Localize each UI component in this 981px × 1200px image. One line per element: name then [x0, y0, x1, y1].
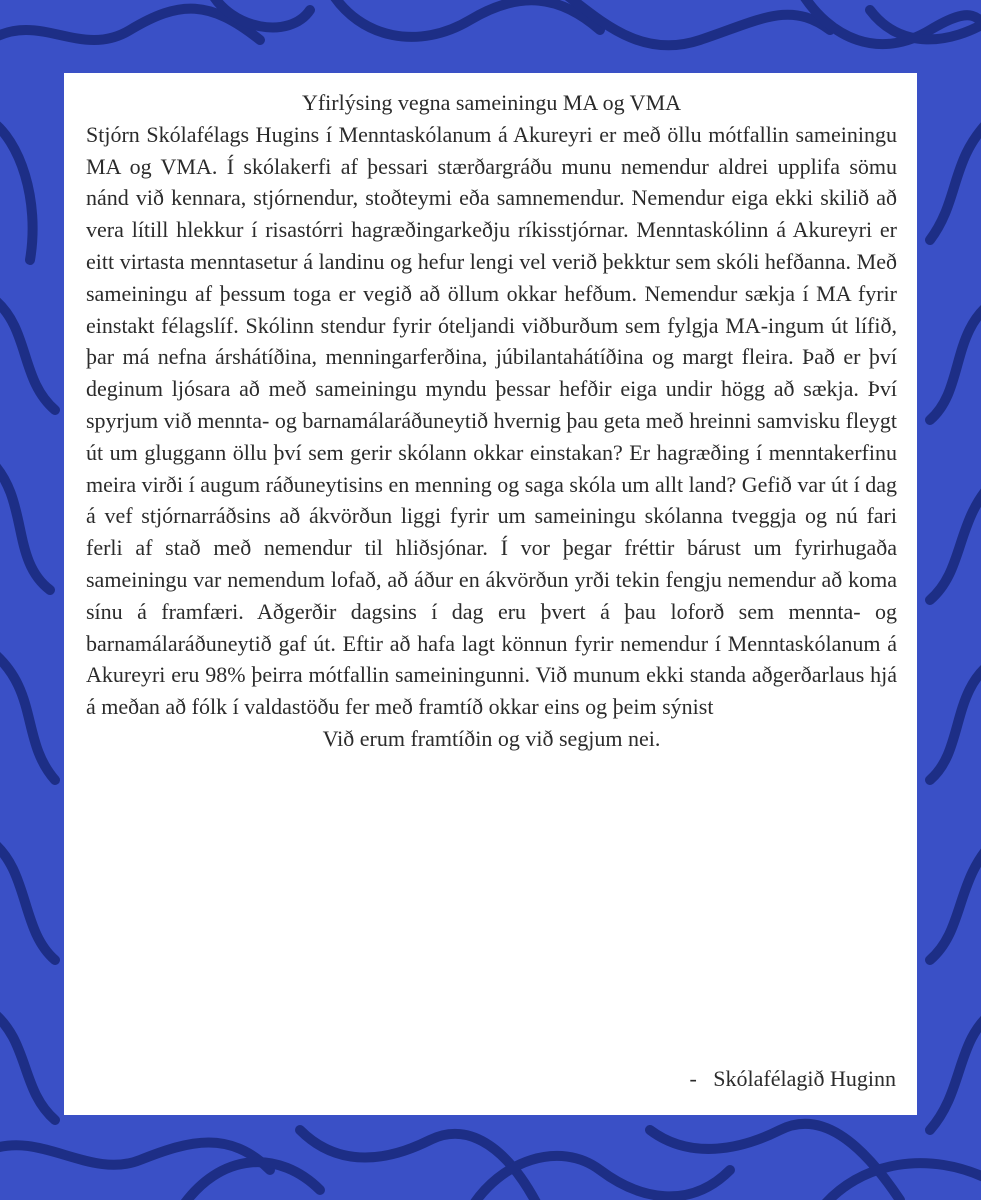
statement-closing: Við erum framtíðin og við segjum nei. — [322, 725, 661, 751]
statement-title: Yfirlýsing vegna sameiningu MA og VMA — [301, 90, 682, 115]
statement-body: Stjórn Skólafélags Hugins í Menntaskólanum á Akureyri er með öllu mótfallin sameiningu MA og VMA. Í skólakerfi af þessari stærðargráðu munu nemendur aldrei upplifa sömu nánd við kennara, stjórnendur, stoðteymi eða samnemendur. Nemendur eiga ekki skilið að vera lítill hlekkur í risastórri hagræðingarkeðju ríkisstjórnar. Menntaskólinn á Akureyri er eitt virtasta menntasetur á landinu og hefur lengi vel verið þekktur sem skóli hefðanna. Með sameiningu af þessum toga er vegið að öllum okkar hefðum. Nemendur sækja í MA fyrir einstakt félagslíf. Skólinn stendur fyrir óteljandi viðburðum sem fylgja MA-ingum út lífið, þar má nefna árshátíðina, menningarferðina, júbilantahátíðina og margt fleira. Það er því deginum ljósara að með sameiningu myndu þessar hefðir eiga undir högg að sækja. Því spyrjum við mennta- og barnamálaráðuneytið hvernig þau geta með hreinni samvisku fleygt út um gluggann öllu því sem gerir skólann okkar einstakan? Er hagræðing í menntakerfinu meira virði í augum ráðuneytisins en menning og saga skóla um allt land? Gefið var út í dag á vef stjórnarráðsins að ákvörðun liggi fyrir um sameiningu skólanna tveggja og nú fari ferli af stað með nemendur til hliðsjónar. Í vor þegar fréttir bárust um fyrirhugaða sameiningu var nemendum lofað, að áður en ákvörðun yrði tekin fengju nemendur að koma sínu á framfæri. Aðgerðir dagsins í dag eru þvert á þau loforð sem mennta- og barnamálaráðuneytið gaf út. Eftir að hafa lagt könnun fyrir nemendur í Menntaskólanum á Akureyri eru 98% þeirra mótfallin sameiningunni. Við munum ekki standa aðgerðarlaus hjá á meðan að fólk í valdastöðu fer með framtíð okkar eins og þeim sýnist — [86, 121, 897, 720]
statement-card — [64, 73, 917, 1115]
statement-signature: - Skólafélagið Huginn — [689, 1066, 896, 1091]
